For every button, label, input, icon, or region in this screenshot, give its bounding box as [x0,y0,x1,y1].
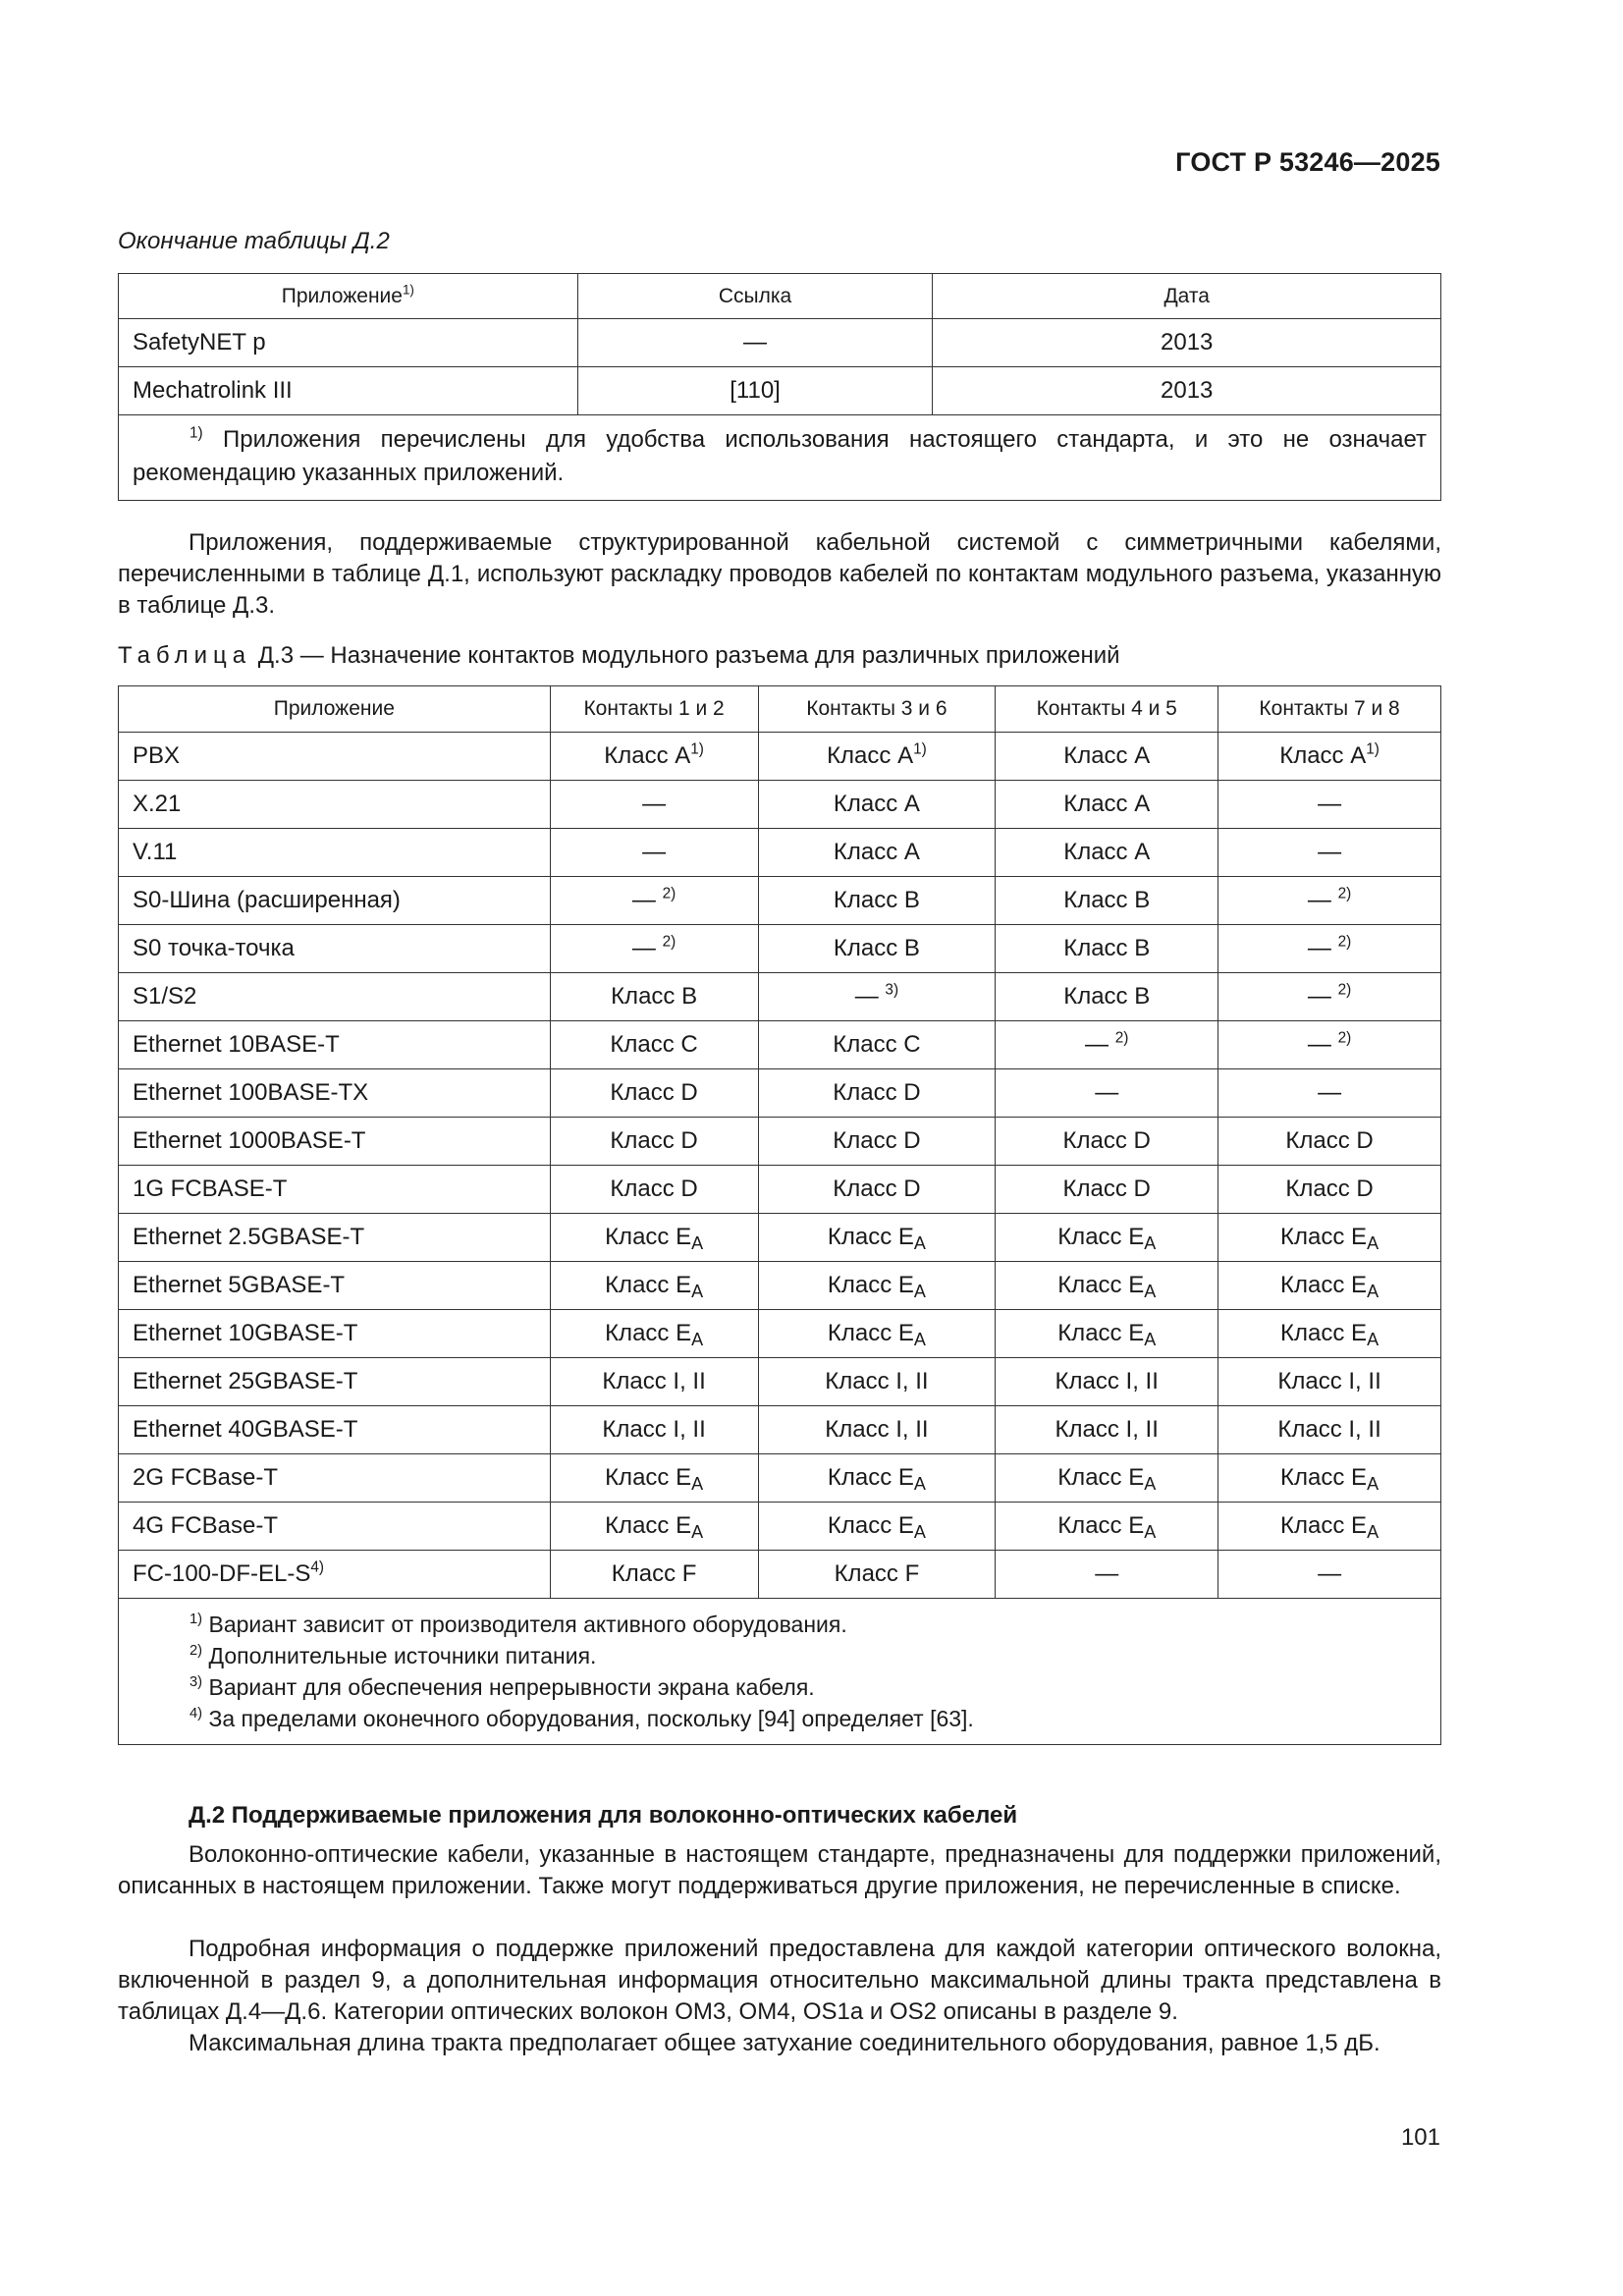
cell-contact-class [550,1166,758,1214]
table-row [119,1503,1441,1551]
class-subscript: A [1367,1330,1380,1350]
cell-application [119,1262,551,1310]
cell-text: Класс E [827,1272,914,1298]
cell-text: Класс E [605,1272,692,1298]
table-label: Таблица [118,642,252,669]
cell-text: Класс А [833,791,920,817]
cell-text: Класс D [1285,1175,1374,1202]
table-row [119,1021,1441,1069]
table-d2-end [118,273,1441,501]
footnote-text: Вариант зависит от производителя активного оборудования. [208,1612,847,1637]
cell-contact-class [550,1551,758,1599]
cell-application [119,877,551,925]
footnote-mark: 2) [1114,1029,1129,1047]
footnote-mark: 1) [402,282,414,298]
cell-date: 2013 [933,367,1441,415]
footnote-mark: 2) [662,933,676,951]
cell-contact-class [996,973,1218,1021]
cell-text: Класс E [605,1512,692,1539]
column-header: Контакты 4 и 5 [996,686,1218,733]
cell-text: Ethernet 100BASE-TX [133,1079,369,1106]
cell-text: Класс E [1280,1464,1368,1491]
cell-text: Класс В [833,935,920,961]
table-title [118,642,1120,670]
cell-text: 4G FCBase-T [133,1512,279,1539]
cell-text: Класс E [1280,1272,1368,1298]
table-row [119,1358,1441,1406]
table-row [119,1262,1441,1310]
cell-contact-class [758,1503,996,1551]
cell-text: Класс А [1063,742,1151,769]
cell-contact-class [1218,1021,1441,1069]
cell-text: Класс В [1063,887,1151,913]
footnote [189,1609,1427,1640]
cell-contact-class [550,781,758,829]
cell-application [119,781,551,829]
cell-text: Класс D [833,1127,921,1154]
cell-text: Класс E [827,1512,914,1539]
cell-contact-class [996,1358,1218,1406]
cell-application [119,733,551,781]
cell-application: Mechatrolink III [119,367,578,415]
column-header: Контакты 7 и 8 [1218,686,1441,733]
cell-contact-class [758,1262,996,1310]
table-row [119,781,1441,829]
cell-contact-class [996,925,1218,973]
class-subscript: A [691,1330,704,1350]
footnote-mark: 1) [690,740,704,758]
cell-text: Ethernet 10GBASE-T [133,1320,358,1346]
cell-contact-class [996,1166,1218,1214]
cell-text: Класс E [605,1320,692,1346]
cell-text: — [1318,791,1342,817]
cell-reference: [110] [577,367,933,415]
column-header: Приложение [119,686,551,733]
cell-text: — [631,887,656,913]
cell-contact-class [1218,733,1441,781]
cell-contact-class [758,1021,996,1069]
cell-text: FC-100-DF-EL-S [133,1560,311,1587]
cell-text: Класс E [1057,1224,1145,1250]
cell-text: 1G FCBASE-T [133,1175,288,1202]
footnote-text: За пределами оконечного оборудования, поскольку [94] определяет [63]. [208,1706,974,1731]
cell-contact-class [996,1406,1218,1454]
table-header-row [119,686,1441,733]
cell-text: Класс С [833,1031,921,1058]
cell-text: Класс E [605,1464,692,1491]
cell-application [119,1503,551,1551]
footnote-text: Приложения перечислены для удобства использования настоящего стандарта, и это не означает рекомендацию указанных приложений. [133,426,1428,486]
cell-contact-class [758,781,996,829]
table-title-text: Д.3 — Назначение контактов модульного разъема для различных приложений [257,642,1120,669]
cell-contact-class [1218,1358,1441,1406]
cell-text: Класс E [1280,1512,1368,1539]
cell-text: Класс С [610,1031,698,1058]
cell-contact-class [1218,877,1441,925]
cell-contact-class [996,1262,1218,1310]
class-subscript: A [691,1282,704,1302]
cell-contact-class [550,1310,758,1358]
footnote-mark: 4) [189,1705,203,1722]
class-subscript: A [691,1474,704,1495]
cell-contact-class [758,1214,996,1262]
cell-contact-class [996,1551,1218,1599]
table-body [119,733,1441,1599]
cell-date: 2013 [933,319,1441,367]
footnote-mark: 1) [1366,740,1380,758]
cell-contact-class [758,925,996,973]
footnote-mark: 4) [310,1558,325,1576]
class-subscript: A [1144,1522,1157,1543]
table-row [119,1214,1441,1262]
cell-text: Класс D [610,1079,698,1106]
cell-contact-class [1218,925,1441,973]
cell-text: Класс I, II [1055,1368,1159,1394]
page-header-standard-code: ГОСТ Р 53246—2025 [1175,147,1440,177]
table-footnote-row [119,1599,1441,1745]
cell-contact-class [550,1069,758,1118]
cell-application [119,1166,551,1214]
footnote-mark: 1) [913,740,927,758]
cell-application [119,1118,551,1166]
table-row [119,733,1441,781]
table-row [119,319,1441,367]
table-header-row [119,274,1441,319]
cell-text: Класс В [611,983,698,1010]
cell-text: Класс I, II [1277,1368,1381,1394]
cell-application [119,1551,551,1599]
table-row [119,1069,1441,1118]
footnote-mark: 3) [189,1673,203,1690]
class-subscript: A [1144,1474,1157,1495]
cell-contact-class [996,877,1218,925]
column-header: Контакты 3 и 6 [758,686,996,733]
cell-text: V.11 [133,839,178,865]
cell-text: — [854,983,879,1010]
cell-text: 2G FCBase-T [133,1464,279,1491]
column-header: Ссылка [577,274,933,319]
cell-contact-class [550,1262,758,1310]
footnote-text: Вариант для обеспечения непрерывности экрана кабеля. [208,1674,815,1700]
cell-text: — [1085,1031,1109,1058]
cell-text: Ethernet 10BASE-T [133,1031,340,1058]
class-subscript: A [691,1522,704,1543]
class-subscript: A [1144,1282,1157,1302]
footnote [189,1640,1427,1671]
cell-text: — [1095,1560,1119,1587]
table-row [119,1406,1441,1454]
column-header: Контакты 1 и 2 [550,686,758,733]
cell-application [119,829,551,877]
cell-contact-class [758,1310,996,1358]
cell-contact-class [758,1118,996,1166]
table-footnote [119,415,1441,501]
page-number: 101 [1400,2124,1440,2151]
cell-text: Класс E [1057,1320,1145,1346]
section-paragraph: Максимальная длина тракта предполагает общее затухание соединительного оборудования, равное 1,5 дБ. [189,2030,1380,2056]
cell-text: — [1318,1560,1342,1587]
table-row [119,973,1441,1021]
cell-text: Класс А [1279,742,1367,769]
cell-contact-class [550,877,758,925]
cell-contact-class [1218,1262,1441,1310]
class-subscript: A [691,1233,704,1254]
footnote-mark: 1) [189,424,203,442]
section-paragraph: Подробная информация о поддержке приложений предоставлена для каждой категории оптического волокна, включенной в раздел 9, а дополнительная информация относительно максимальной длины тракта представлена в таблицах Д.4—Д.6. Категории оптических волокон ОМ3, ОМ4, OS1a и OS2 описаны в разделе 9. [118,1936,1441,2025]
footnote-mark: 2) [1337,981,1352,999]
cell-contact-class [1218,1454,1441,1503]
footnote-mark: 2) [189,1642,203,1659]
cell-text: Класс В [1063,935,1151,961]
cell-contact-class [1218,1118,1441,1166]
cell-contact-class [996,1310,1218,1358]
cell-contact-class [550,1214,758,1262]
cell-contact-class [550,1358,758,1406]
section-paragraph: Волоконно-оптические кабели, указанные в настоящем стандарте, предназначены для поддержки приложений, описанных в настоящем приложении. Также могут поддерживаться другие приложения, не перечисленные в списке. [118,1841,1441,1899]
cell-application [119,1454,551,1503]
cell-contact-class [1218,1069,1441,1118]
cell-text: Ethernet 2.5GBASE-T [133,1224,365,1250]
cell-text: Класс D [833,1079,921,1106]
cell-contact-class [1218,973,1441,1021]
cell-text: Класс E [1057,1464,1145,1491]
table-d3 [118,685,1441,1745]
cell-application: SafetyNET p [119,319,578,367]
cell-contact-class [758,973,996,1021]
table-row [119,1166,1441,1214]
cell-text: Класс D [610,1127,698,1154]
cell-text: PBX [133,742,181,769]
cell-application [119,973,551,1021]
cell-text: Класс А [604,742,691,769]
table-row [119,1310,1441,1358]
cell-text: — [642,791,667,817]
cell-text: Ethernet 40GBASE-T [133,1416,358,1443]
cell-text: Класс I, II [825,1416,929,1443]
cell-contact-class [550,1021,758,1069]
footnote-mark: 2) [1337,933,1352,951]
class-subscript: A [1367,1474,1380,1495]
cell-contact-class [1218,1310,1441,1358]
cell-text: Класс E [1057,1272,1145,1298]
cell-text: Ethernet 5GBASE-T [133,1272,346,1298]
cell-text: Класс I, II [602,1368,706,1394]
cell-contact-class [1218,781,1441,829]
class-subscript: A [1144,1330,1157,1350]
cell-text: — [1318,1079,1342,1106]
cell-contact-class [996,1021,1218,1069]
footnote-mark: 2) [662,885,676,902]
class-subscript: A [1367,1522,1380,1543]
cell-text: Класс А [827,742,914,769]
cell-contact-class [758,877,996,925]
cell-contact-class [758,1454,996,1503]
cell-contact-class [550,733,758,781]
cell-contact-class [996,1069,1218,1118]
class-subscript: A [913,1522,926,1543]
cell-contact-class [758,1069,996,1118]
table-row [119,1454,1441,1503]
cell-text: — [1318,839,1342,865]
footnote-mark: 1) [189,1611,203,1627]
cell-text: Класс А [833,839,920,865]
section-heading: Д.2 Поддерживаемые приложения для волоконно-оптических кабелей [189,1802,1018,1829]
cell-text: — [631,935,656,961]
cell-text: Класс А [1063,839,1151,865]
footnote [189,1671,1427,1703]
footnote [189,1703,1427,1734]
cell-contact-class [758,1166,996,1214]
cell-text: Класс I, II [1277,1416,1381,1443]
cell-text: — [1307,983,1331,1010]
table-footnotes [119,1599,1441,1745]
cell-text: Класс D [1062,1127,1151,1154]
cell-text: Класс I, II [1055,1416,1159,1443]
cell-contact-class [996,1214,1218,1262]
footnote-mark: 2) [1337,1029,1352,1047]
table-row [119,925,1441,973]
cell-contact-class [1218,1406,1441,1454]
cell-text: Класс I, II [602,1416,706,1443]
class-subscript: A [1144,1233,1157,1254]
cell-text: Класс D [1062,1175,1151,1202]
cell-text: S1/S2 [133,983,197,1010]
cell-text: — [1095,1079,1119,1106]
table-row [119,877,1441,925]
cell-text: — [1307,935,1331,961]
cell-contact-class [758,733,996,781]
cell-text: X.21 [133,791,182,817]
cell-text: Класс В [1063,983,1151,1010]
cell-contact-class [758,829,996,877]
cell-contact-class [996,1118,1218,1166]
table-row [119,367,1441,415]
cell-contact-class [1218,1503,1441,1551]
column-header: Дата [933,274,1441,319]
table-row [119,1551,1441,1599]
cell-contact-class [1218,1214,1441,1262]
cell-text: Класс D [1285,1127,1374,1154]
cell-contact-class [550,1406,758,1454]
cell-contact-class [758,1551,996,1599]
table-footnote-row [119,415,1441,501]
footnote-mark: 2) [1337,885,1352,902]
class-subscript: A [913,1282,926,1302]
cell-contact-class [996,733,1218,781]
cell-contact-class [1218,829,1441,877]
cell-text: Класс E [1280,1320,1368,1346]
table-row [119,829,1441,877]
column-header: Приложение$^{1)}$ [119,274,578,319]
cell-text: Класс D [610,1175,698,1202]
cell-contact-class [996,1503,1218,1551]
cell-text: Класс E [1280,1224,1368,1250]
cell-contact-class [550,829,758,877]
class-subscript: A [913,1474,926,1495]
cell-contact-class [996,829,1218,877]
cell-text: Класс А [1063,791,1151,817]
cell-contact-class [758,1406,996,1454]
cell-text: Ethernet 1000BASE-T [133,1127,366,1154]
cell-application [119,1406,551,1454]
cell-contact-class [996,781,1218,829]
cell-contact-class [1218,1166,1441,1214]
cell-application [119,925,551,973]
cell-contact-class [996,1454,1218,1503]
cell-text: Класс E [605,1224,692,1250]
cell-text: Класс D [833,1175,921,1202]
cell-contact-class [758,1358,996,1406]
cell-text: Класс F [834,1560,920,1587]
cell-text: Класс E [1057,1512,1145,1539]
cell-text: Класс В [833,887,920,913]
cell-contact-class [550,1454,758,1503]
table-row [119,1118,1441,1166]
class-subscript: A [913,1330,926,1350]
cell-text: — [1307,1031,1331,1058]
cell-contact-class [1218,1551,1441,1599]
cell-text: Класс E [827,1320,914,1346]
cell-application [119,1214,551,1262]
cell-text: Класс E [827,1224,914,1250]
cell-text: Класс F [611,1560,697,1587]
cell-application [119,1310,551,1358]
class-subscript: A [913,1233,926,1254]
cell-text: Ethernet 25GBASE-T [133,1368,358,1394]
cell-contact-class [550,973,758,1021]
cell-text: — [642,839,667,865]
footnote-text: Дополнительные источники питания. [208,1643,597,1668]
intro-paragraph: Приложения, поддерживаемые структурированной кабельной системой с симметричными кабелями, перечисленными в таблице Д.1, используют раскладку проводов кабелей по контактам модульного разъема, указанную в таблице Д.3. [118,529,1441,619]
cell-contact-class [550,1503,758,1551]
cell-application [119,1069,551,1118]
table-continuation-caption: Окончание таблицы Д.2 [118,228,390,254]
cell-contact-class [550,1118,758,1166]
cell-text: S0-Шина (расширенная) [133,887,401,913]
cell-application [119,1358,551,1406]
class-subscript: A [1367,1282,1380,1302]
cell-text: S0 точка-точка [133,935,295,961]
class-subscript: A [1367,1233,1380,1254]
cell-text: Класс I, II [825,1368,929,1394]
cell-application [119,1021,551,1069]
cell-text: — [1307,887,1331,913]
cell-text: Класс E [827,1464,914,1491]
footnote-mark: 3) [885,981,899,999]
cell-contact-class [550,925,758,973]
cell-reference: — [577,319,933,367]
